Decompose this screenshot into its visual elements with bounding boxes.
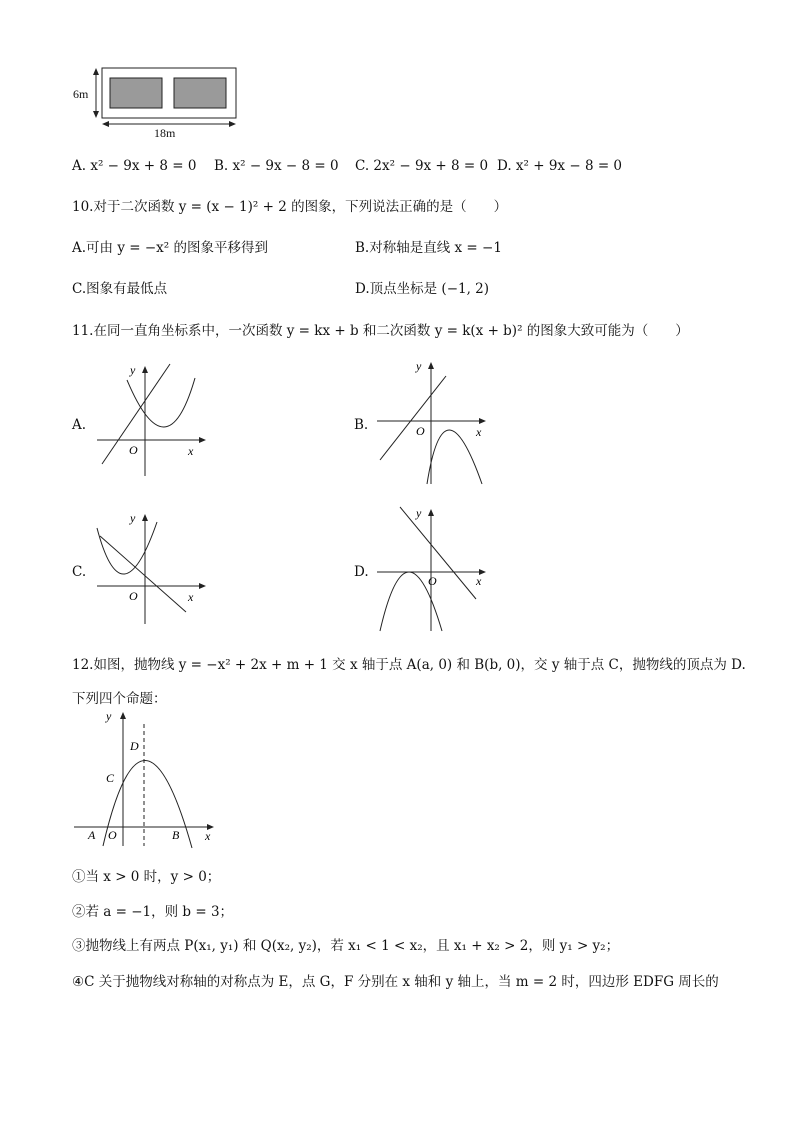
q12-prop3: ③抛物线上有两点 P(x₁, y₁) 和 Q(x₂, y₂)，若 x₁ < 1 < x₂，且 x₁ + x₂ > 2，则 y₁ > y₂； — [72, 938, 620, 954]
label-x: x — [205, 829, 211, 843]
q12-prop4: ④C 关于抛物线对称轴的对称点为 E，点 G，F 分别在 x 轴和 y 轴上，当 m = 2 时，四边形 EDFG 周长的 — [72, 974, 719, 990]
q10-option-b: B.对称轴是直线 x = −1 — [355, 240, 502, 256]
q9-option-b: B. x² − 9x − 8 = 0 — [214, 158, 339, 174]
q11-label-d: D. — [354, 564, 369, 580]
label-b: B — [172, 828, 180, 842]
axis-x: x — [188, 590, 194, 604]
q12-prop2: ②若 a = −1，则 b = 3； — [72, 904, 234, 920]
height-label: 6m — [73, 87, 89, 101]
axis-x: x — [188, 444, 194, 458]
q11-graph-c — [92, 508, 212, 628]
q12-stem-line2: 下列四个命题： — [72, 691, 167, 707]
origin: O — [129, 589, 138, 603]
q11-stem: 11.在同一直角坐标系中，一次函数 y = kx + b 和二次函数 y = k(x + b)² 的图象大致可能为（ ） — [72, 323, 689, 339]
axis-x: x — [476, 574, 482, 588]
label-y: y — [106, 709, 112, 723]
q10-option-d: D.顶点坐标是 (−1, 2) — [355, 281, 490, 297]
q10-option-c: C.图象有最低点 — [72, 281, 168, 297]
label-o: O — [108, 828, 117, 842]
axis-y: y — [416, 359, 422, 373]
axis-y: y — [130, 511, 136, 525]
q11-label-c: C. — [72, 564, 87, 580]
q11-graph-d — [372, 503, 492, 633]
axis-y: y — [416, 506, 422, 520]
origin: O — [129, 443, 138, 457]
plot-right — [174, 78, 226, 108]
label-a: A — [88, 828, 96, 842]
q11-graph-a — [92, 360, 212, 480]
axis-x: x — [476, 425, 482, 439]
q12-stem-line1: 12.如图，抛物线 y = −x² + 2x + m + 1 交 x 轴于点 A(a, 0) 和 B(b, 0)，交 y 轴于点 C，抛物线的顶点为 D. — [72, 657, 746, 673]
label-d: D — [130, 739, 139, 753]
width-label: 18m — [154, 126, 176, 140]
q9-option-c: C. 2x² − 9x + 8 = 0 — [355, 158, 489, 174]
q9-option-d: D. x² + 9x − 8 = 0 — [497, 158, 623, 174]
label-c: C — [106, 771, 115, 785]
q12-figure — [72, 706, 222, 852]
origin: O — [428, 574, 437, 588]
plot-left — [110, 78, 162, 108]
axis-y: y — [130, 363, 136, 377]
q10-stem: 10.对于二次函数 y = (x − 1)² + 2 的图象，下列说法正确的是（ ） — [72, 199, 508, 215]
q11-graph-b — [372, 356, 492, 486]
q11-label-b: B. — [354, 417, 369, 433]
q12-prop1: ①当 x > 0 时，y > 0； — [72, 869, 221, 885]
q10-option-a: A.可由 y = −x² 的图象平移得到 — [72, 240, 268, 256]
q11-label-a: A. — [72, 417, 87, 433]
q9-figure — [70, 60, 250, 140]
q9-option-a: A. x² − 9x + 8 = 0 — [72, 158, 197, 174]
origin: O — [416, 424, 425, 438]
